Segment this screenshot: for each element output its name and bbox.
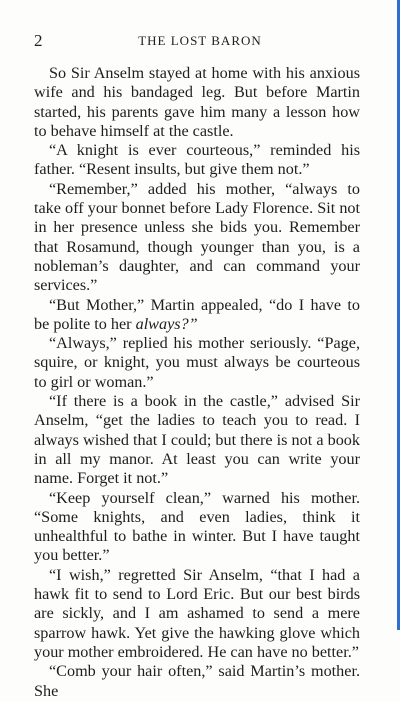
paragraph: “Keep yourself clean,” warned his mother. “Some knights, and even ladies, think it unhealthful to bathe in winter. But I have taught you better.”	[34, 488, 360, 565]
paragraph: “Comb your hair often,” said Martin’s mother. She	[34, 662, 360, 700]
paragraph: “Always,” replied his mother seriously. “Page, squire, or knight, you must always be courteous to girl or woman.”	[34, 334, 360, 391]
paragraph: “If there is a book in the castle,” advised Sir Anselm, “get the ladies to teach you to read. I always wished that I could; but there is not a book in all my manor. At least you can write your name. Forget it not.”	[34, 392, 360, 488]
paragraph: So Sir Anselm stayed at home with his anxious wife and his bandaged leg. But before Martin started, his parents gave him many a lesson how to behave himself at the castle.	[34, 64, 360, 140]
paragraph-text: “But Mother,” Martin appealed, “do I have to be polite to her	[34, 295, 360, 333]
body-text	[34, 64, 360, 701]
paragraph: “I wish,” regretted Sir Anselm, “that I had a hawk fit to send to Lord Eric. But our best birds are sickly, and I am ashamed to send a mere sparrow hawk. Yet give the hawking glove which your mother embroidered. He can have no better.”	[34, 565, 360, 661]
paragraph	[34, 296, 360, 335]
paragraph: “A knight is ever courteous,” reminded his father. “Resent insults, but give them not.”	[34, 141, 360, 179]
page-header	[34, 31, 366, 51]
page-number: 2	[34, 31, 43, 50]
emphasis-text: always?”	[135, 314, 198, 333]
paragraph: “Remember,” added his mother, “always to take off your bonnet before Lady Florence. Sit not in her presence unless she bids you. Remember that Rosamund, though younger than you, is a nobleman’s daughter, and can command your services.”	[34, 179, 360, 295]
running-title: THE LOST BARON	[138, 33, 262, 48]
